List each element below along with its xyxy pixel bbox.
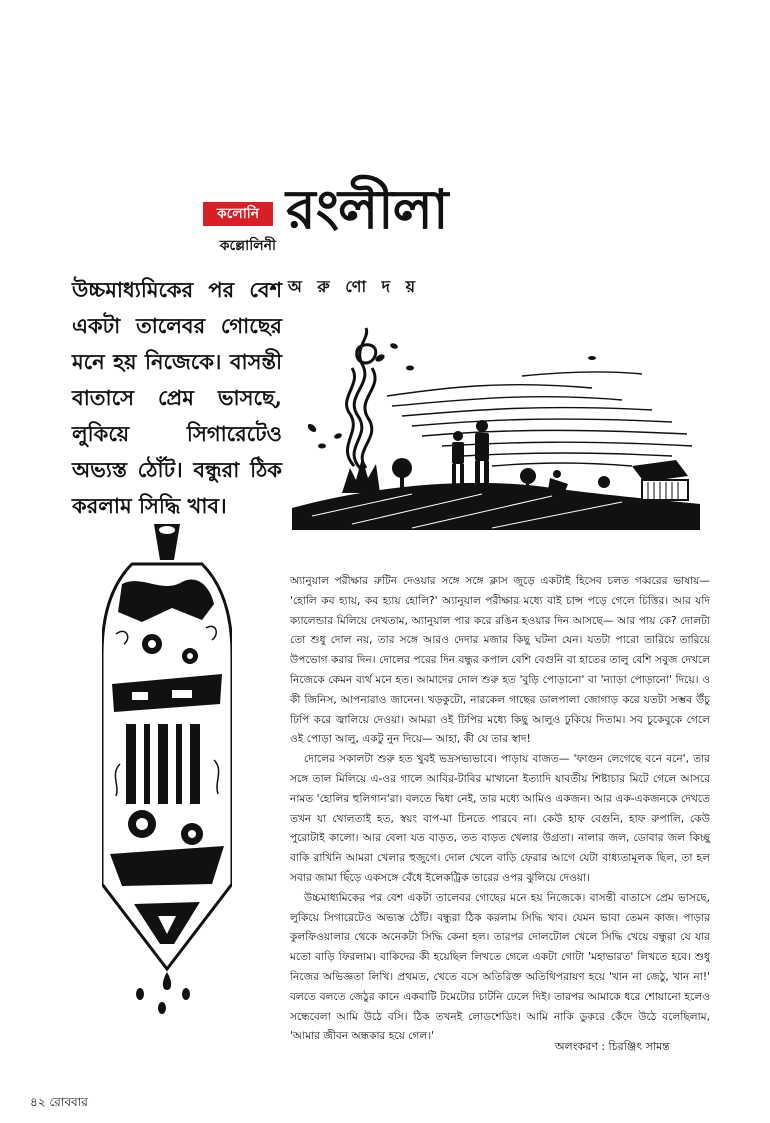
ink-drops [136, 972, 190, 1014]
page-title: রংলীলা [286, 178, 448, 241]
body-paragraph: উচ্চমাধ্যমিকের পর বেশ একটা তালেবর গোছের মনে হয় নিজেকে। বাসন্তী বাতাসে প্রেম ভাসছে, লুকিয়ে সিগারেটেও অভ্যস্ত ঠোঁট। বন্ধুরা ঠিক করলাম সিদ্ধি খাব। যেমন ভাবা তেমন কাজ। পাড়ার কুলফিওয়ালার থেকে অনেকটা সিদ্ধি কেনা হল। তারপর দোলটোল খেলে সিদ্ধি খেয়ে বন্ধুরা যে যার মতো বাড়ি ফিরলাম। বাকিদের কী হয়েছিল লিখতে গেলে একটা গোটা 'মহাভারত' লিখতে হবে। শুধু নিজের অভিজ্ঞতা লিখি। প্রথমত, খেতে বসে অতিরিক্ত অতিথিপরায়ণ হয়ে 'খান না জেঠু, খান না!' বলতে বলতে জেঠুর কানে একবাটি টমেটোর চাটনি ঢেলে দিই। তারপর আমাকে ধরে শোয়ানো হলেও সন্ধেবেলা আমি উঠে বসি। ঠিক তখনই লোডশেডিং। আমি নাকি ডুকরে কেঁদে উঠে বলেছিলাম, 'আমার জীবন অন্ধকার হয়ে গেল।' [290, 891, 710, 1043]
section-tag: কলোনি [203, 202, 273, 226]
house [632, 460, 688, 500]
smoke-swirl [347, 328, 376, 468]
body-paragraph: দোলের সকালটা শুরু হত খুবই ভদ্রসভ্যভাবে। পাড়ায় বাজত— 'ফাগুন লেগেছে বনে বনে', তার সঙ্গে তাল মিলিয়ে এ-ওর গালে আবির-টাবির মাখানো ইত্যাদি যাবতীয় শিষ্টাচার মিটে গেলে আসরে নামত 'হোলির হুলিগান'রা। বলতে দ্বিধা নেই, তার মধ্যে আমিও একজন। আর এক-একজনকে দেখতে তখন যা খোলতাই হত, স্বয়ং বাপ-মা চিনতে পারবে না। কেউ হাফ বেগুনি, হাফ রুপালি, কেউ পুরোটাই কালো। আর বেলা যত বাড়ত, তত বাড়ত খেলার উগ্রতা। নালার জল, ডোবার জল কিচ্ছু বাকি রাখিনি আমরা খেলার হুজুগে। দোল খেলে বাড়ি ফেরার আগে যেটা বাধ্যতামূলক ছিল, তা হল সবার জামা ছিঁড়ে একসঙ্গে বেঁধে ইলেকট্রিক তারের ওপর ঝুলিয়ে দেওয়া। [290, 753, 710, 884]
bonfire-illustration [292, 318, 700, 530]
author-byline: অ রু ণো দ য় [288, 277, 421, 296]
illustration-credit: অলংকরণ : চিরঞ্জিৎ সামন্ত [555, 1040, 670, 1053]
wind-streaks [387, 372, 692, 466]
page-folio: ৪২ রোববার [30, 1095, 88, 1109]
body-paragraph: অ্যানুয়াল পরীক্ষার রুটিন দেওয়ার সঙ্গে সঙ্গে ক্লাস জুড়ে একটাই হিসেব চলত গব্বরের ভাষায়— 'হোলি কব হ্যায়, কব হ্যায় হোলি?' অ্যানুয়াল পরীক্ষার মধ্যে বাই চান্স পড়ে গেলে চিত্তির। আর যদি ক্যালেন্ডার মিলিয়ে দেখতাম, অ্যানুয়াল পার করে রঙিন হওয়ার দিন আসছে— আর পায় কে? দোলটা তো শুধু দোল নয়, তার সঙ্গে আরও দেদার মজার কিছু ঘটনা যেন। যতটা পারো তারিয়ে তারিয়ে উপভোগ করার দিন। দোলের পরের দিন বন্ধুর কপাল বেশি বেগুনি বা হাতের তালু বেশি সবুজ দেখলে নিজেকে কেমন ব্যর্থ মনে হত। আমাদের দোল শুরু হত 'বুড়ি পোড়ানো' বা 'ন্যাড়া পোড়ানো' দিয়ে। ও কী জিনিস, আপনারাও জানেন। খড়কুটো, নারকেল গাছের ডালপালা জোগাড় করে যতটা সম্ভব উঁচু ঢিপি করে জ্বালিয়ে দেওয়া। আমরা ওই ঢিপির মধ্যে কিছু আলুও ঢুকিয়ে দিতাম। সব চুকেবুকে গেলে ওই পোড়া আলু, একটু নুন দিয়ে— আহা, কী যে তার স্বাদ! [290, 575, 710, 746]
intro-pull-text: উচ্চমাধ্যমিকের পর বেশ একটা তালেবর গোছের মনে হয় নিজেকে। বাসন্তী বাতাসে প্রেম ভাসছে, লুকিয়ে সিগারেটেও অভ্যস্ত ঠোঁট। বন্ধুরা ঠিক করলাম সিদ্ধি খাব। [72, 277, 282, 518]
section-subtitle: কল্লোলিনী [219, 238, 276, 254]
pen-nib-illustration [102, 524, 232, 1026]
article-body [290, 572, 710, 1047]
fire-shape [342, 458, 380, 493]
